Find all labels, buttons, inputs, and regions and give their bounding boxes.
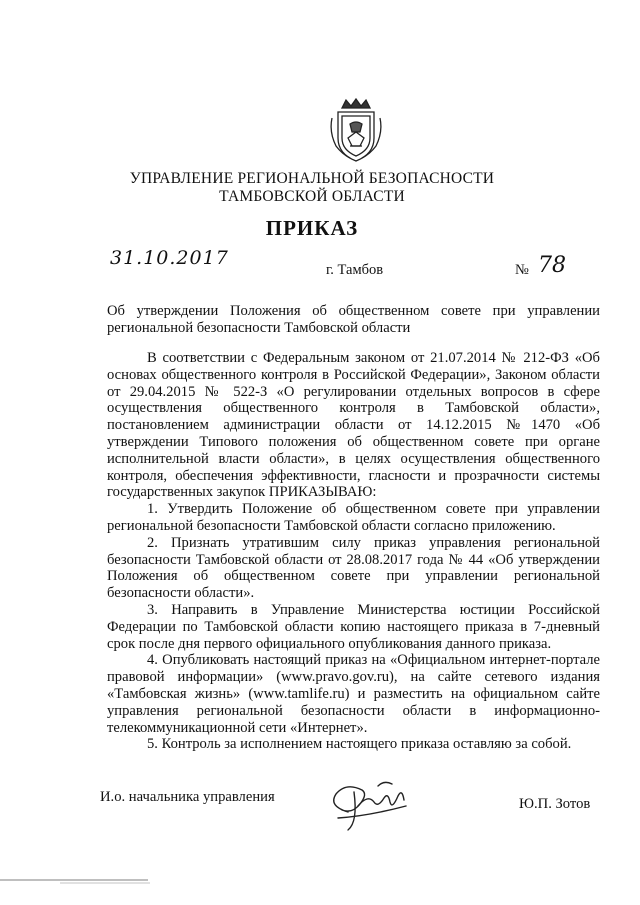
order-date: 31.10.2017	[110, 247, 229, 269]
coat-of-arms-icon	[328, 98, 384, 164]
preamble-paragraph: В соответствии с Федеральным законом от 21.07.2014 № 212-ФЗ «Об основах общественного контроля в Российской Федерации», Законом области от 29.04.2015 № 522-З «О регулировании отдельных вопросов в сфере осуществления общественного контроля в Тамбовской области», постановлением администрации области от 14.12.2015 №1470 «Об утверждении Типового положения об общественном совете при органе исполнительной власти области», в целях осуществления общественного контроля, обеспечения эффективности, гласности и прозрачности системы государственных закупок ПРИКАЗЫВАЮ:	[107, 350, 600, 501]
order-item-1: 1. Утвердить Положение об общественном совете при управлении региональной безопасности Тамбовской области согласно приложению.	[107, 501, 600, 534]
order-item-5: 5. Контроль за исполнением настоящего приказа оставляю за собой.	[147, 736, 572, 753]
order-item-2: 2. Признать утратившим силу приказ управления региональной безопасности Тамбовской области от 28.08.2017 года № 44 «Об утверждении Положения об общественном совете при управлении региональной безопасности области».	[107, 534, 600, 602]
organization-name-line1: УПРАВЛЕНИЕ РЕГИОНАЛЬНОЙ БЕЗОПАСНОСТИ	[129, 170, 495, 187]
document-title: ПРИКАЗ	[265, 216, 359, 240]
order-item-3: 3. Направить в Управление Министерства юстиции Российской Федерации по Тамбовской области копию настоящего приказа в 7-дневный срок после дня первого официального опубликования данного приказа.	[107, 601, 600, 652]
signatory-name: Ю.П. Зотов	[519, 796, 591, 812]
order-number: 78	[538, 253, 566, 278]
order-city: г. Тамбов	[326, 262, 384, 278]
footer-divider	[0, 876, 150, 886]
signatory-position: И.о. начальника управления	[100, 789, 275, 805]
organization-name-line2: ТАМБОВСКОЙ ОБЛАСТИ	[219, 188, 405, 205]
order-number-label: №	[515, 262, 529, 278]
order-item-4: 4. Опубликовать настоящий приказ на «Официальном интернет-портале правовой информации» (www.pravo.gov.ru), на сайте сетевого издания «Тамбовская жизнь» (www.tamlife.ru) и разместить на официальном сайте управления региональной безопасности области в информационно-телекоммуникационной сети «Интернет».	[107, 652, 600, 736]
order-subject: Об утверждении Положения об общественном совете при управлении региональной безопасности Тамбовской области	[107, 303, 600, 336]
order-body	[107, 350, 600, 753]
handwritten-signature	[318, 772, 418, 834]
